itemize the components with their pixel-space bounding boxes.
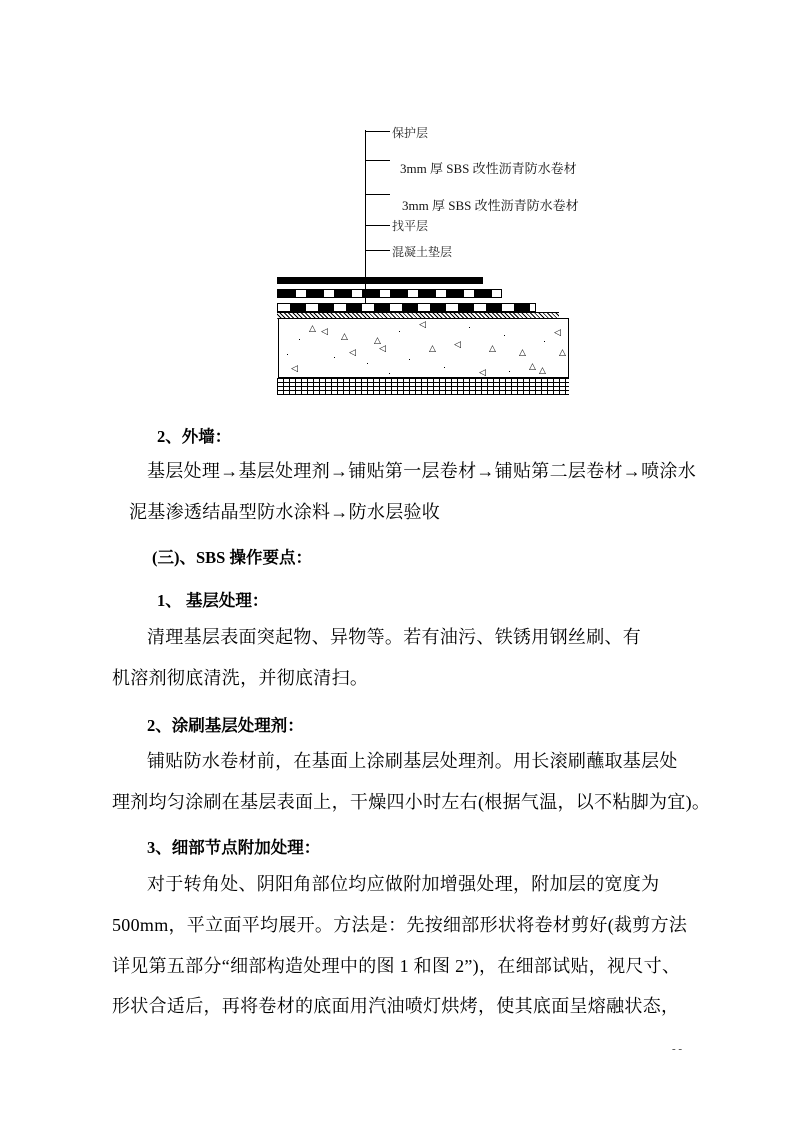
heading-step1: 1、 基层处理： [157,591,269,610]
label-protective-layer: 保护层 [392,126,429,140]
membrane-band-2 [277,303,536,312]
paragraph-line: 机溶剂彻底清洗，并彻底清扫。 [112,668,369,688]
paragraph-line: 详见第五部分“细部构造处理中的图 1 和图 2”)，在细部试贴，视尺寸、 [112,956,681,976]
paragraph-line: 形状合适后，再将卷材的底面用汽油喷灯烘烤，使其底面呈熔融状态， [112,996,680,1016]
label-concrete-cushion: 混凝土垫层 [392,245,453,259]
paragraph-line: 对于转角处、阴阳角部位均应做附加增强处理，附加层的宽度为 [147,874,660,894]
heading-step3: 3、细部节点附加处理： [147,838,321,857]
heading-sbs-key-points: (三)、SBS 操作要点： [152,548,312,567]
heading-outer-wall: 2、外墙： [157,427,232,446]
paragraph-line: 清理基层表面突起物、异物等。若有油污、铁锈用钢丝刷、有 [147,627,642,647]
paragraph-line: 泥基渗透结晶型防水涂料→防水层验收 [129,502,441,522]
concrete-cushion-block: △ ◁ △ ◁ △ ◁ ◁ △ ◁ △ △ △ ◁ △ ◁ ◁ △ [278,318,569,378]
leader-tick [365,160,390,161]
membrane-band-1 [277,289,502,298]
leader-tick [365,194,390,195]
paragraph-line: 铺贴防水卷材前，在基面上涂刷基层处理剂。用长滚刷蘸取基层处 [147,751,678,771]
leader-tick [365,250,390,251]
paragraph-line: 基层处理→基层处理剂→铺贴第一层卷材→铺贴第二层卷材→喷涂水 [147,461,696,481]
heading-step2: 2、涂刷基层处理剂： [147,716,304,735]
leader-tick [365,131,390,132]
label-leveling-layer: 找平层 [392,219,429,233]
protective-layer-band [277,277,483,284]
base-soil-band [277,378,569,395]
label-sbs-membrane-1: 3mm 厚 SBS 改性沥青防水卷材 [400,161,577,176]
label-sbs-membrane-2: 3mm 厚 SBS 改性沥青防水卷材 [402,198,579,213]
leader-tick [365,225,390,226]
paragraph-line: 500mm，平立面平均展开。方法是：先按细部形状将卷材剪好(裁剪方法 [112,915,688,935]
page-marker: - - [672,1043,683,1055]
paragraph-line: 理剂均匀涂刷在基层表面上，干燥四小时左右(根据气温，以不粘脚为宜)。 [112,792,711,812]
